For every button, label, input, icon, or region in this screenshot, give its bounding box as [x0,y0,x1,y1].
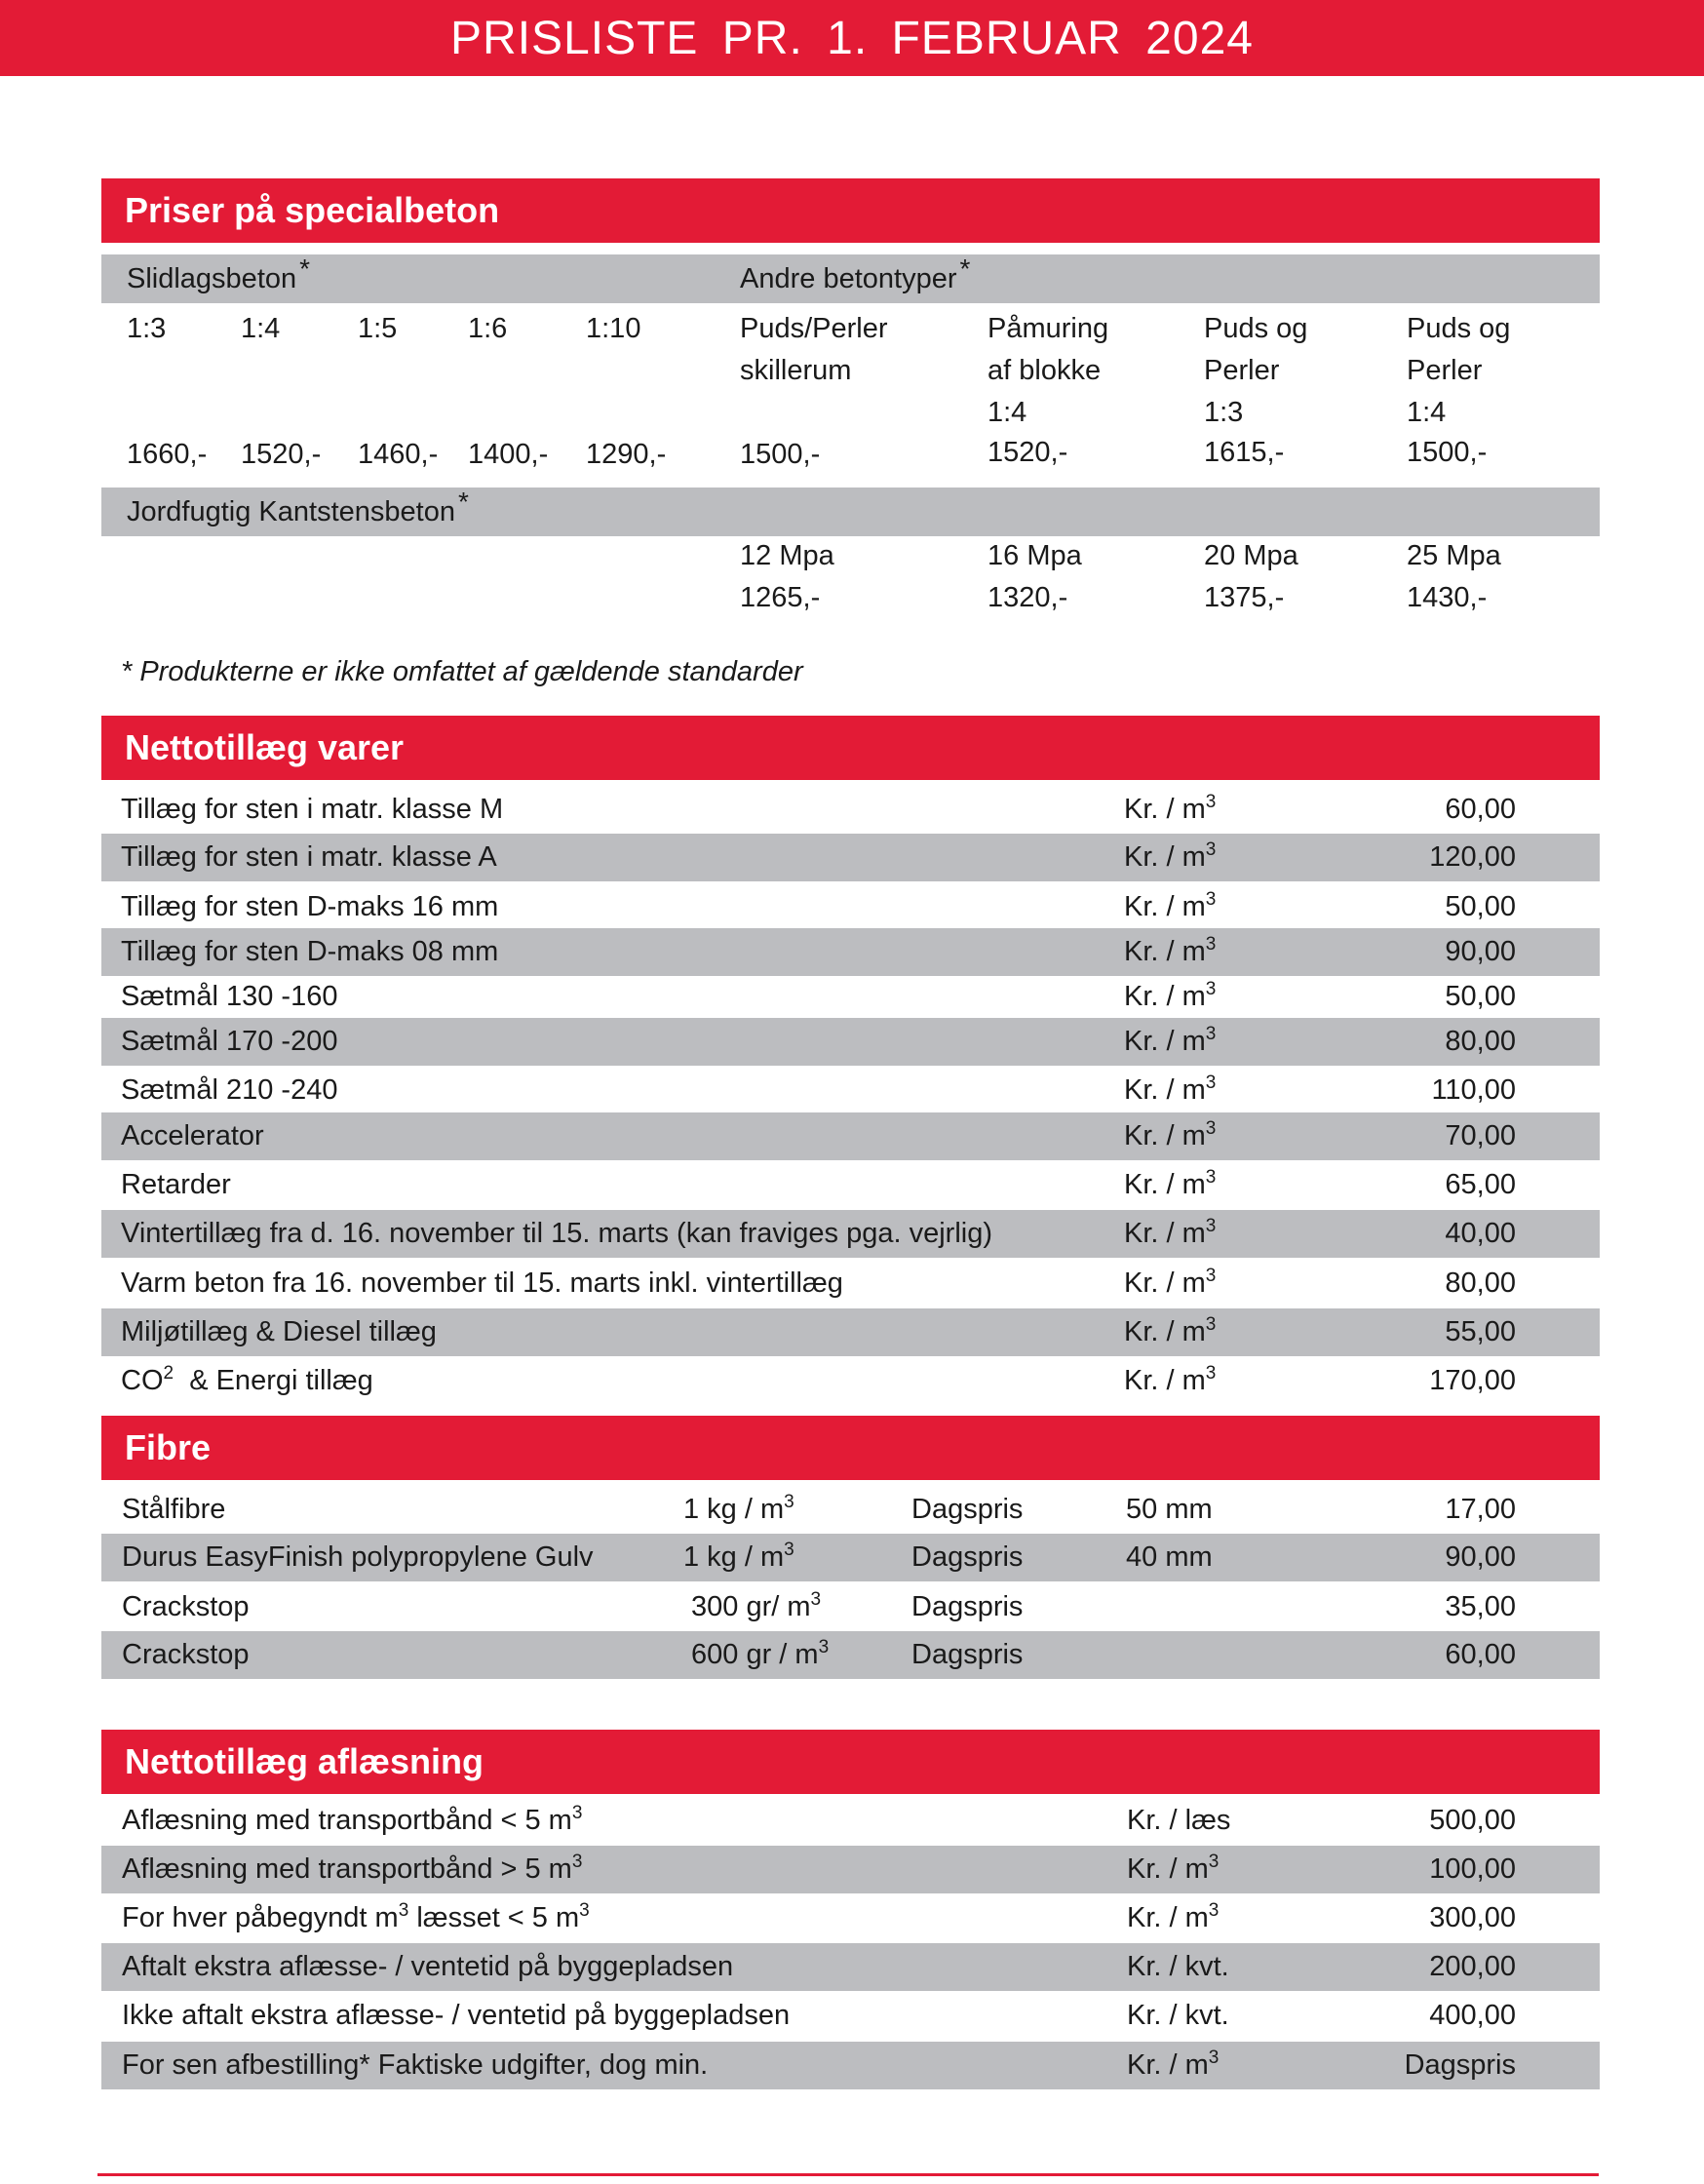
andre-type-line1: Puds og [1204,313,1308,344]
row-price: 500,00 [1429,1805,1516,1836]
row-day: Dagspris [911,1591,1024,1622]
row-price: 110,00 [1431,1074,1516,1106]
table-row [101,973,1600,1021]
row-unit: Kr. / $m^3$ [1124,1314,1217,1347]
row-price: 60,00 [1445,794,1516,825]
andre-type-line2: Perler [1204,355,1280,386]
row-price: 17,00 [1445,1494,1516,1525]
table-row [101,1260,1600,1307]
andre-type-line3: 1:3 [1204,397,1244,428]
row-label: Aflæsning med transportbånd < 5 $m^3$ [122,1803,583,1836]
row-price: 400,00 [1429,2000,1516,2031]
andre-type-line3: 1:4 [988,397,1027,428]
andre-betontyper-label: Andre betontyper * [740,254,971,294]
row-label: Retarder [121,1169,231,1200]
table-row [101,1631,1600,1679]
ratio-price: 1290,- [586,439,667,470]
ratio-label: 1:4 [241,313,281,344]
table-row [101,1846,1600,1893]
standards-footnote: * Produkterne er ikke omfattet af gældende standarder [121,656,803,687]
row-length: 40 mm [1126,1541,1213,1573]
ratio-price: 1460,- [358,439,439,470]
row-label: Sætmål 170 -200 [121,1026,338,1057]
row-price: 35,00 [1445,1591,1516,1622]
jord-price: 1320,- [988,582,1068,613]
row-dose: 1 kg / $m^3$ [683,1540,794,1573]
row-label: $CO^2$ & Energi tillæg [121,1363,373,1396]
andre-type-price: 1520,- [988,437,1068,468]
ratio-label: 1:10 [586,313,641,344]
table-row [101,1308,1600,1356]
table-row [101,1797,1600,1845]
andre-type-price: 1615,- [1204,437,1285,468]
jord-mpa: 12 Mpa [740,540,834,571]
ratio-label: 1:5 [358,313,398,344]
footer-divider [97,2173,1599,2176]
andre-type-line3: 1:4 [1407,397,1447,428]
andre-type-line2: skillerum [740,355,852,386]
ratio-price: 1520,- [241,439,322,470]
jord-price: 1265,- [740,582,821,613]
ratio-label: 1:3 [127,313,167,344]
row-dose: 600 gr / $m^3$ [691,1637,830,1670]
row-unit: Kr. / $m^3$ [1124,1266,1217,1299]
table-row [101,1992,1600,2040]
row-unit: Kr. / $m^3$ [1124,1024,1217,1057]
section-header-fibre: Fibre [101,1416,1600,1480]
row-price: 80,00 [1445,1026,1516,1057]
jord-price: 1375,- [1204,582,1285,613]
row-unit: Kr. / $m^3$ [1124,1118,1217,1151]
row-length: 50 mm [1126,1494,1213,1525]
andre-type-price: 1500,- [1407,437,1488,468]
row-price: 90,00 [1445,1541,1516,1573]
table-row [101,1018,1600,1066]
row-price: 120,00 [1429,841,1516,873]
row-dose: 1 kg / $m^3$ [683,1492,794,1525]
row-price: 65,00 [1445,1169,1516,1200]
row-unit: Kr. / $m^3$ [1124,839,1217,873]
andre-type-line1: Puds/Perler [740,313,888,344]
row-label: Aflæsning med transportbånd > 5 $m^3$ [122,1852,583,1885]
jord-mpa: 20 Mpa [1204,540,1298,571]
andre-type-line2: Perler [1407,355,1483,386]
row-unit: Kr. / $m^3$ [1124,979,1217,1012]
row-unit: Kr. / $m^3$ [1124,889,1217,922]
row-label: Tillæg for sten D-maks 08 mm [121,936,499,967]
table-row [101,1210,1600,1258]
row-unit: Kr. / $m^3$ [1127,2048,1220,2081]
row-price: 40,00 [1445,1218,1516,1249]
andre-type-line2: af blokke [988,355,1102,386]
row-day: Dagspris [911,1639,1024,1670]
section-header-specialbeton: Priser på specialbeton [101,178,1600,243]
row-label: Sætmål 130 -160 [121,981,338,1012]
table-row [101,1112,1600,1160]
section-header-nettotillaeg-aflaesning: Nettotillæg aflæsning [101,1730,1600,1794]
row-unit: Kr. / $m^3$ [1124,1216,1217,1249]
row-price: 200,00 [1429,1951,1516,1982]
row-label: Vintertillæg fra d. 16. november til 15. marts (kan fraviges pga. vejrlig) [121,1218,993,1249]
row-unit: Kr. / $m^3$ [1127,1852,1220,1885]
row-label: Stålfibre [122,1494,226,1525]
table-row [101,786,1600,834]
row-label: Tillæg for sten i matr. klasse A [121,841,497,873]
jord-price: 1430,- [1407,582,1488,613]
row-label: Tillæg for sten D-maks 16 mm [121,891,499,922]
row-dose: 300 gr/ $m^3$ [691,1589,822,1622]
row-label: For hver påbegyndt $m^3$ læsset < 5 $m^3$ [122,1900,590,1933]
table-row [101,1534,1600,1581]
table-row [101,1161,1600,1209]
ratio-price: 1660,- [127,439,208,470]
jord-mpa: 25 Mpa [1407,540,1501,571]
row-price: Dagspris [1404,2049,1516,2081]
row-unit: Kr. / $m^3$ [1124,1072,1217,1106]
table-row [101,834,1600,881]
row-label: Crackstop [122,1639,250,1670]
row-unit: Kr. / læs [1127,1805,1231,1836]
section-header-nettotillaeg-varer: Nettotillæg varer [101,716,1600,780]
andre-type-price: 1500,- [740,439,821,470]
table-row [101,928,1600,976]
row-unit: Kr. / $m^3$ [1127,1900,1220,1933]
row-price: 70,00 [1445,1120,1516,1151]
row-label: Durus EasyFinish polypropylene Gulv [122,1541,594,1573]
slidlag-label: Slidlagsbeton * [127,254,311,294]
table-row [101,1357,1600,1405]
row-unit: Kr. / kvt. [1127,1951,1229,1982]
row-label: For sen afbestilling* Faktiske udgifter, dog min. [122,2049,709,2081]
row-label: Sætmål 210 -240 [121,1074,338,1106]
row-label: Aftalt ekstra aflæsse- / ventetid på byggepladsen [122,1951,734,1982]
row-day: Dagspris [911,1541,1024,1573]
row-unit: Kr. / $m^3$ [1124,792,1217,825]
row-price: 50,00 [1445,981,1516,1012]
row-price: 90,00 [1445,936,1516,967]
andre-type-line1: Påmuring [988,313,1109,344]
table-row [101,1583,1600,1631]
row-price: 80,00 [1445,1268,1516,1299]
table-row [101,1894,1600,1942]
row-unit: Kr. / kvt. [1127,2000,1229,2031]
row-price: 300,00 [1429,1902,1516,1933]
jord-mpa: 16 Mpa [988,540,1082,571]
row-unit: Kr. / $m^3$ [1124,934,1217,967]
row-label: Crackstop [122,1591,250,1622]
row-day: Dagspris [911,1494,1024,1525]
andre-type-line1: Puds og [1407,313,1511,344]
table-row [101,2042,1600,2089]
table-row [101,1943,1600,1991]
row-label: Varm beton fra 16. november til 15. marts inkl. vintertillæg [121,1268,843,1299]
row-label: Ikke aftalt ekstra aflæsse- / ventetid på byggepladsen [122,2000,791,2031]
row-price: 55,00 [1445,1316,1516,1347]
jordfugtig-label: Jordfugtig Kantstensbeton * [127,487,469,527]
ratio-label: 1:6 [468,313,508,344]
ratio-price: 1400,- [468,439,549,470]
row-price: 50,00 [1445,891,1516,922]
row-price: 170,00 [1429,1365,1516,1396]
page-title: PRISLISTE PR. 1. FEBRUAR 2024 [0,0,1704,76]
row-label: Miljøtillæg & Diesel tillæg [121,1316,437,1347]
row-unit: Kr. / $m^3$ [1124,1363,1217,1396]
table-row [101,883,1600,931]
row-label: Tillæg for sten i matr. klasse M [121,794,504,825]
row-unit: Kr. / $m^3$ [1124,1167,1217,1200]
table-row [101,1486,1600,1534]
row-price: 100,00 [1429,1853,1516,1885]
row-label: Accelerator [121,1120,264,1151]
row-price: 60,00 [1445,1639,1516,1670]
table-row [101,1067,1600,1114]
